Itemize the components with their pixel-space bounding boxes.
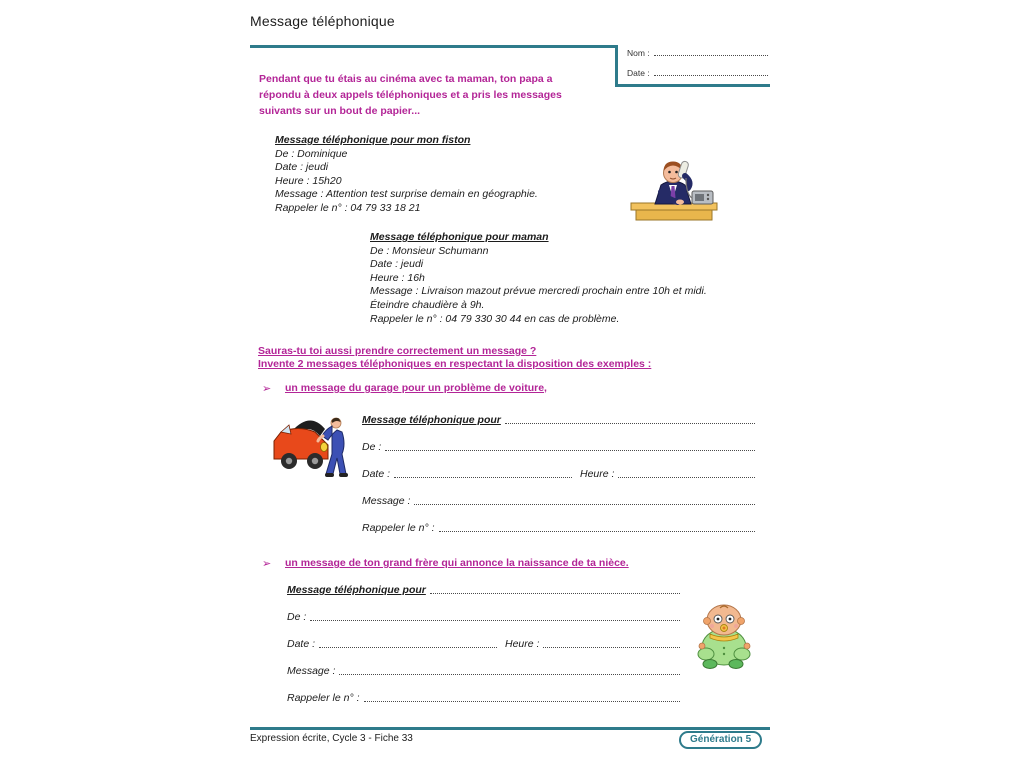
- form-1-rappeler-line: [439, 531, 756, 532]
- date-label: Date :: [627, 68, 650, 78]
- form-2-heure-line: [543, 647, 680, 648]
- example-2-heading: Message téléphonique pour maman: [370, 231, 549, 243]
- blank-message-form-1: [362, 399, 755, 534]
- blank-message-form-2: [287, 569, 680, 704]
- arrow-bullet-icon: ➢: [262, 558, 272, 570]
- task-2-label: un message de ton grand frère qui annonce la naissance de ta nièce.: [285, 557, 629, 569]
- form-1-rappeler-row: Rappeler le n° :: [362, 507, 755, 534]
- form-1-message-line: [414, 504, 755, 505]
- exercise-prompt: Sauras-tu toi aussi prendre correctement un message ? Invente 2 messages téléphoniques en respectant la disposition des exemples :: [258, 345, 652, 370]
- form-2-de-line: [310, 620, 680, 621]
- form-2-de-row: De :: [287, 596, 680, 623]
- form-1-de-row: De :: [362, 426, 755, 453]
- example-message-2: Message téléphonique pour maman De : Monsieur Schumann Date : jeudi Heure : 16h Message : Livraison mazout prévue mercredi prochain entre 10h et midi. Éteindre chaudière à 9h. Rappeler le n° : 04 79 330 30 44 en cas de problème.: [370, 231, 707, 325]
- header-rule-left: [250, 45, 618, 48]
- date-write-line: [654, 75, 768, 76]
- form-1-date-row: Date : Heure :: [362, 453, 755, 480]
- man-on-phone-icon: [628, 148, 720, 222]
- form-1-heading: Message téléphonique pour: [362, 414, 501, 426]
- form-2-heading: Message téléphonique pour: [287, 584, 426, 596]
- publisher-badge: [679, 729, 762, 749]
- form-1-heure-line: [618, 477, 755, 478]
- baby-icon: [694, 602, 756, 674]
- form-2-date-line: [319, 647, 497, 648]
- form-2-rappeler-row: Rappeler le n° :: [287, 677, 680, 704]
- name-field-row: [627, 48, 768, 58]
- form-2-message-row: Message :: [287, 650, 680, 677]
- arrow-bullet-icon: ➢: [262, 383, 272, 395]
- publisher-badge-label: Génération 5: [679, 731, 762, 749]
- mechanic-car-icon: [270, 410, 358, 480]
- man-on-phone-illustration: [628, 148, 720, 227]
- baby-illustration: [694, 602, 756, 679]
- form-2-heading-line: [430, 593, 680, 594]
- task-1-label: un message du garage pour un problème de voiture,: [285, 382, 547, 394]
- form-2-date-row: Date : Heure :: [287, 623, 680, 650]
- footer-reference: Expression écrite, Cycle 3 - Fiche 33: [250, 733, 413, 744]
- example-message-1: Message téléphonique pour mon fiston De : Dominique Date : jeudi Heure : 15h20 Message : Attention test surprise demain en géographie. Rappeler le n° : 04 79 33 18 21: [275, 134, 538, 214]
- form-1-heading-line: [505, 423, 755, 424]
- page-title: Message téléphonique: [250, 13, 395, 29]
- form-1-message-row: Message :: [362, 480, 755, 507]
- header-rule-vertical: [615, 45, 618, 87]
- intro-text: Pendant que tu étais au cinéma avec ta maman, ton papa a répondu à deux appels téléphoniques et a pris les messages suivants sur un bout de papier...: [259, 73, 562, 117]
- form-1-heading-row: [362, 399, 755, 426]
- form-2-heading-row: [287, 569, 680, 596]
- header-rule-bottom: [615, 84, 770, 87]
- form-2-message-line: [339, 674, 680, 675]
- form-1-de-line: [385, 450, 755, 451]
- name-label: Nom :: [627, 48, 650, 58]
- date-field-row: [627, 68, 768, 78]
- mechanic-illustration: [270, 410, 358, 485]
- example-1-heading: Message téléphonique pour mon fiston: [275, 134, 471, 146]
- form-2-rappeler-line: [364, 701, 681, 702]
- task-1-bullet: [262, 382, 547, 395]
- form-1-date-line: [394, 477, 572, 478]
- name-write-line: [654, 55, 768, 56]
